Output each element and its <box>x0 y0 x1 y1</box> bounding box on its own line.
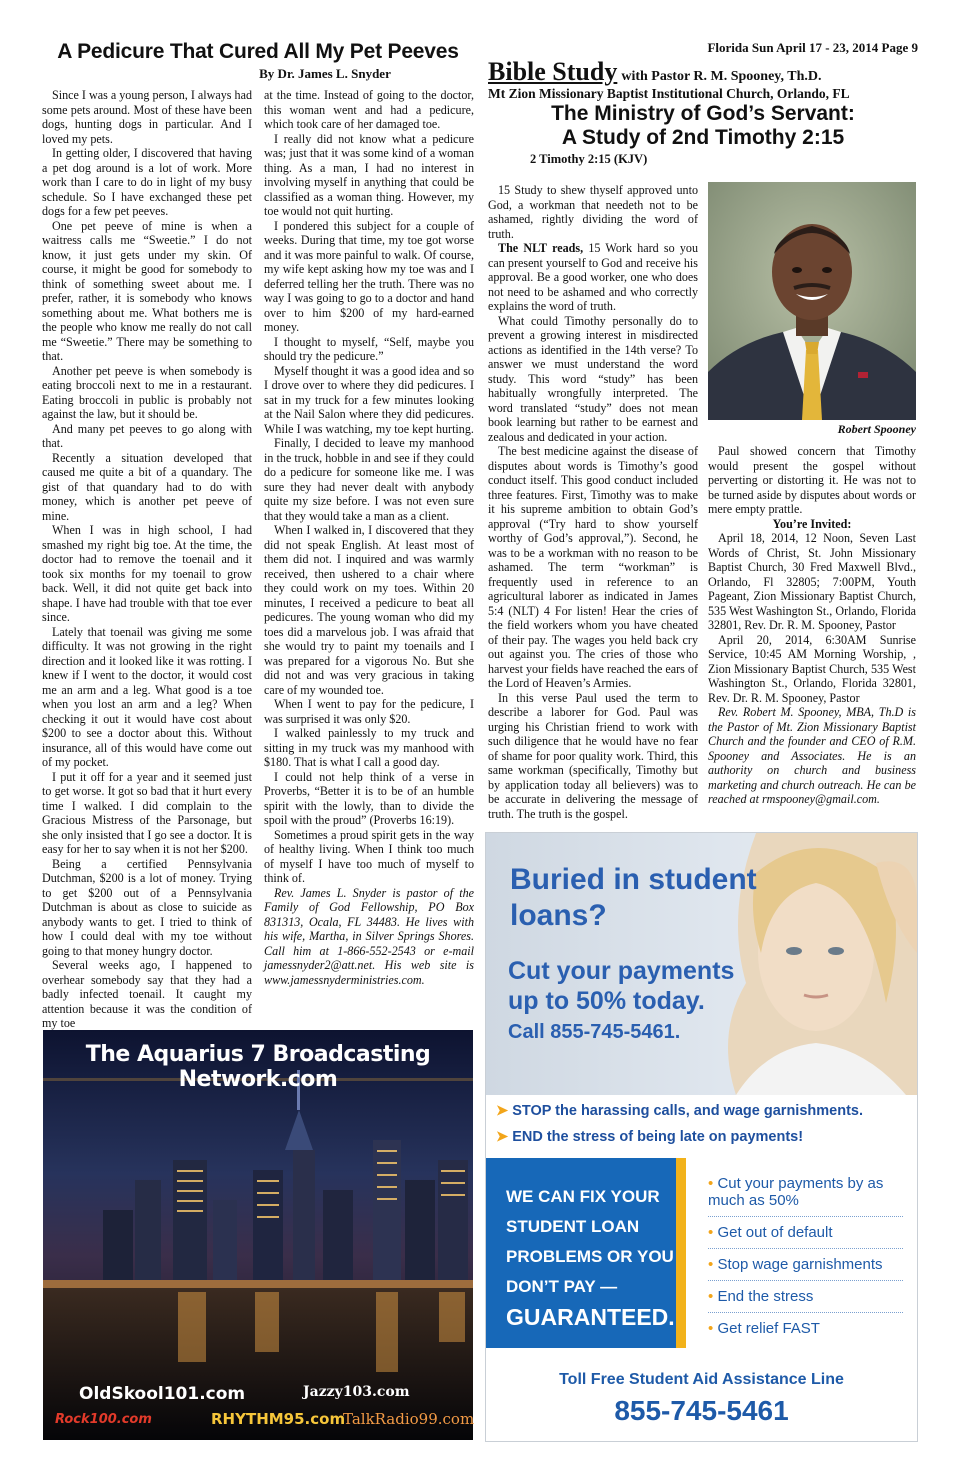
paragraph: Since I was a young person, I always had some pets around. Most of these have been dogs, hunting dogs in particular. And I loved my pets. <box>42 88 252 146</box>
paragraph: One pet peeve of mine is when a waitress calls me “Sweetie.” I do not know, it just gets under my skin. Of course, it might be good for somebody to think of something sweet about me. I prefer, rather, it is somebody who knows something about me. What bothers me is the people who know me really do not call me “Sweetie.” There may be something to that. <box>42 218 252 363</box>
paragraph: I walked painlessly to my truck and sitting in my truck was my manhood with $180. That is what I call a good day. <box>264 726 474 769</box>
nlt-text: 15 Work hard so you can present yourself to God and receive his approval. Be a good worker, one who does not need to be ashamed and who correctly explains the word of truth. <box>488 241 698 313</box>
bullet-stop <box>496 1103 911 1119</box>
paragraph: The best medicine against the disease of disputes about words is Timothy’s good conduct itself. This good conduct included three features. First, Timothy was to make it his supreme ambition to obtain God’s approval (“Try hard to show yourself worthy of God’s approval,”). Second, he was to be a workman with no reason to be ashamed. The term “workman” is frequently used in reference to an agricultural laborer as indicated in James 5:4 (NLT) 4 For listen! Hear the cries of the field workers whom you have cheated of their pay. The wages you held back cry out against you. The cries of those who harvest your fields have reached the ears of the Lord of Heaven’s Armies. <box>488 444 698 690</box>
paragraph: Recently a situation developed that caused me quite a bit of a quandary. The gist of that quandary had to do with money, which is another pet peeve of mine. <box>42 450 252 523</box>
offer-line-2: up to 50% today. <box>508 987 705 1015</box>
paragraph: In getting older, I discovered that having a pet dog around is a lot of work. More work than I care to do in light of my busy schedule. So I have exchanged these pet dogs for a few pet peeves. <box>42 146 252 218</box>
station-rhythm: RHYTHM95.com <box>211 1410 346 1428</box>
benefit-item: • Stop wage garnishments <box>708 1249 903 1281</box>
bible-study-column-1 <box>488 183 698 823</box>
bible-study-header <box>488 57 918 87</box>
author-bio: Rev. James L. Snyder is pastor of the Family of God Fellowship, PO Box 831313, Ocala, FL 34483. He lives with his wife, Martha, in Silver Springs Shores. Call him at 1-866-552-2543 or e-mail jamessnyder2@att.net. His web site is www.jamessnyderministries.com. <box>264 885 474 987</box>
article-byline: By Dr. James L. Snyder <box>259 66 391 81</box>
page-folio: Florida Sun April 17 - 23, 2014 Page 9 <box>707 40 918 55</box>
bible-study-pastor: with Pastor R. M. Spooney, Th.D. <box>621 69 822 84</box>
toll-free-label: Toll Free Student Aid Assistance Line <box>559 1371 844 1388</box>
invitation-heading: You’re Invited: <box>772 516 852 531</box>
paragraph: Being a certified Pennsylvania Dutchman, $200 is a lot of money. Trying to get $200 out of a Pennsylvania Dutchman is about as close to suicide as anybody wants to get. I tried to think of how I could deal with my toe without going to that money hungry doctor. <box>42 856 252 958</box>
paragraph: Another pet peeve is when somebody is eating broccoli next to me in a restaurant. Eating broccoli in public is probably not against the law, but it should be. <box>42 363 252 421</box>
pastor-portrait-illustration <box>708 182 916 420</box>
guarantee-box <box>486 1158 686 1348</box>
guarantee-final: GUARANTEED. <box>506 1304 675 1330</box>
scripture-reference: 2 Timothy 2:15 (KJV) <box>530 152 648 166</box>
headline-line-2: loans? <box>510 899 607 932</box>
paragraph: Finally, I decided to leave my manhood in the truck, hobble in and see if they could do a pedicure for someone like me. I was sure they had never dealt with anybody quite my size before. I was not even sure that they would take a man as a client. <box>264 436 474 523</box>
guarantee-line: WE CAN FIX YOUR <box>506 1187 660 1206</box>
guarantee-accent <box>676 1158 686 1348</box>
paragraph: In this verse Paul used the term to describe a laborer for God. Paul was urging his Christian friend to work with such diligence that he would have no fear of shame for poor quality work. Third, this same workman (specifically, Timothy but by application today all believers) was to be accurate in delivering the message of truth. The truth is the gospel. <box>488 690 698 821</box>
paragraph: What could Timothy personally do to prevent a growing interest in misdirected actions as identified in the 14th verse? To answer we must understand the word study. This word “study” has been habitually wrongfully interpreted. The word translated “study” does not mean book learning but rather to be earnest and zealous and dedicated in your action. <box>488 313 698 444</box>
article-column-1 <box>42 88 252 1030</box>
subtitle-line-1: The Ministry of God’s Servant: <box>551 102 855 125</box>
paragraph: 15 Study to shew thyself approved unto God, a workman that needeth not to be ashamed, rightly dividing the word of truth. <box>488 183 698 241</box>
toll-free-phone[interactable]: 855-745-5461 <box>614 1395 789 1426</box>
guarantee-line: PROBLEMS OR YOU <box>506 1247 674 1266</box>
bullet-stop-text: STOP the harassing calls, and wage garnishments. <box>512 1103 863 1119</box>
paragraph: When I went to pay for the pedicure, I was surprised it was only $20. <box>264 697 474 726</box>
station-jazzy: Jazzy103.com <box>303 1384 410 1400</box>
paragraph: Several weeks ago, I happened to overhear somebody say that they had a badly infected toenail. It caught my attention because it was the condition of my toe <box>42 958 252 1030</box>
paragraph: Paul showed concern that Timothy would present the gospel without perverting or distorting it. He was not to be turned aside by disputes about words or mere empty prattle. <box>708 444 916 516</box>
orange-arrow-icon: ➤ <box>496 1129 509 1145</box>
bullet-end <box>496 1129 911 1145</box>
paragraph: Sometimes a proud spirit gets in the way of healthy living. When I think too much of myself I have too much of myself to think of. <box>264 827 474 885</box>
aquarius-ad-title: The Aquarius 7 Broadcasting Network.com <box>85 1042 431 1092</box>
bullet-end-text: END the stress of being late on payments! <box>512 1129 804 1145</box>
benefit-item: • End the stress <box>708 1281 903 1313</box>
benefits-list <box>708 1173 903 1341</box>
paragraph: When I walked in, I discovered that they did not speak English. At least most of them did not. I inquired and was warmly received, then ushered to a chair where they could work on my toes. Within 20 minutes, I received a pedicure to beat all pedicures. The young woman who did my toes did a marvelous job. I was afraid that she would try to paint my toenails and I was prepared for a vigorous No. But she did not and was very gracious in taking care of my wounded toe. <box>264 523 474 697</box>
photo-caption: Robert Spooney <box>837 422 916 436</box>
paragraph: When I was in high school, I had smashed my right big toe. At the time, the doctor had to remove the toenail and it took six months for my toenail to grow back. Well, it did not quite get back into shape. I have had trouble with that toe ever since. <box>42 523 252 624</box>
subtitle-line-2: A Study of 2nd Timothy 2:15 <box>561 126 845 149</box>
paragraph: at the time. Instead of going to the doctor, this woman went and had a pedicure, which took care of her damaged toe. <box>264 88 474 131</box>
ad-hero <box>486 833 917 1095</box>
bible-study-column-2 <box>708 444 916 824</box>
offer-line-1: Cut your payments <box>508 957 735 985</box>
paragraph: I pondered this subject for a couple of weeks. During that time, my toe got worse and it was more painful to walk. Of course, my wife kept asking how my toe was and I deferred telling her the truth. There was no way I was going to go to a doctor and hand over to him $200 of my hard-earned money. <box>264 218 474 334</box>
paragraph: Myself thought it was a good idea and so I drove over to where they did pedicures. I sat in my truck for a few minutes looking at the Nail Salon where they did pedicures. While I was watching, my toe kept hurting. <box>264 363 474 436</box>
article-column-2 <box>264 88 474 1018</box>
orange-arrow-icon: ➤ <box>496 1103 509 1119</box>
guarantee-line: DON’T PAY — <box>506 1277 618 1296</box>
station-oldskool: OldSkool101.com <box>79 1384 246 1404</box>
paragraph: I really did not know what a pedicure was; just that it was some kind of a woman thing. As a man, I had no interest in involving myself in anything that could be classified as a woman thing. However, my toe would not quit hurting. <box>264 131 474 218</box>
event-listing: April 20, 2014, 6:30AM Sunrise Service, 10:45 AM Morning Worship, , Zion Missionary Baptist Church, 535 West Washington St., Orlando, Florida 32801, Rev. Dr. R. M. Spooney, Pastor <box>708 632 916 705</box>
bible-study-subtitle <box>488 102 918 150</box>
event-listing: April 18, 2014, 12 Noon, Seven Last Words of Christ, St. John Missionary Baptist Church, 30 Fred Maxwell Blvd., Orlando, Fl 32805; 7:00PM, Youth Pageant, Zion Missionary Baptist Church, 535 West Washington St., Orlando, Florida 32801, Rev. Dr. R. M. Spooney, Pastor <box>708 531 916 632</box>
headline-line-1: Buried in student <box>510 863 757 896</box>
author-bio: Rev. Robert M. Spooney, MBA, Th.D is the Pastor of Mt. Zion Missionary Baptist Church and the founder and CEO of R.M. Spooney and Associates. He is an authority on church and business marketing and church outreach. He can be reached at rmspooney@gmail.com. <box>708 705 916 806</box>
bible-study-title: Bible Study <box>488 57 618 86</box>
article-title: A Pedicure That Cured All My Pet Peeves <box>57 40 459 63</box>
paragraph: I put it off for a year and it seemed just to get worse. It got so bad that it hurt every time I walked. I did complain to the Gracious Mistress of the Parsonage, but she only insisted that I go see a doctor. It is easy for her to say when it is not her $200. <box>42 769 252 856</box>
aquarius-broadcasting-ad <box>43 1030 473 1440</box>
station-rock: Rock100.com <box>55 1412 152 1427</box>
paragraph <box>488 241 698 314</box>
pastor-photo <box>708 182 916 420</box>
benefit-item: • Get relief FAST <box>708 1320 820 1337</box>
paragraph: Lately that toenail was giving me some difficulty. It was not growing in the right direction and it looked like it was rotting. I knew if I went to the doctor, it would cost me an arm and a leg. What good is a toe when you lost an arm and a leg? When checking it out it would have cost about $200 to see a doctor about this. Without insurance, all of this would have come out of my pocket. <box>42 624 252 769</box>
station-talkradio: TalkRadio99.com <box>343 1410 475 1428</box>
nlt-label: The NLT reads, <box>498 241 584 255</box>
paragraph: And many pet peeves to go along with that. <box>42 421 252 450</box>
benefit-item: • Get out of default <box>708 1217 903 1249</box>
guarantee-line: STUDENT LOAN <box>506 1217 640 1236</box>
benefit-item: • Cut your payments by as much as 50% <box>708 1173 903 1217</box>
paragraph: I could not help think of a verse in Proverbs, “Better it is to be of an humble spirit with the lowly, than to divide the spoil with the proud” (Proverbs 16:19). <box>264 769 474 827</box>
call-number[interactable]: Call 855-745-5461. <box>508 1021 681 1043</box>
church-name: Mt Zion Missionary Baptist Institutional Church, Orlando, FL <box>488 86 850 101</box>
paragraph: I thought to myself, “Self, maybe you should try the pedicure.” <box>264 334 474 363</box>
student-loan-ad <box>485 832 918 1442</box>
